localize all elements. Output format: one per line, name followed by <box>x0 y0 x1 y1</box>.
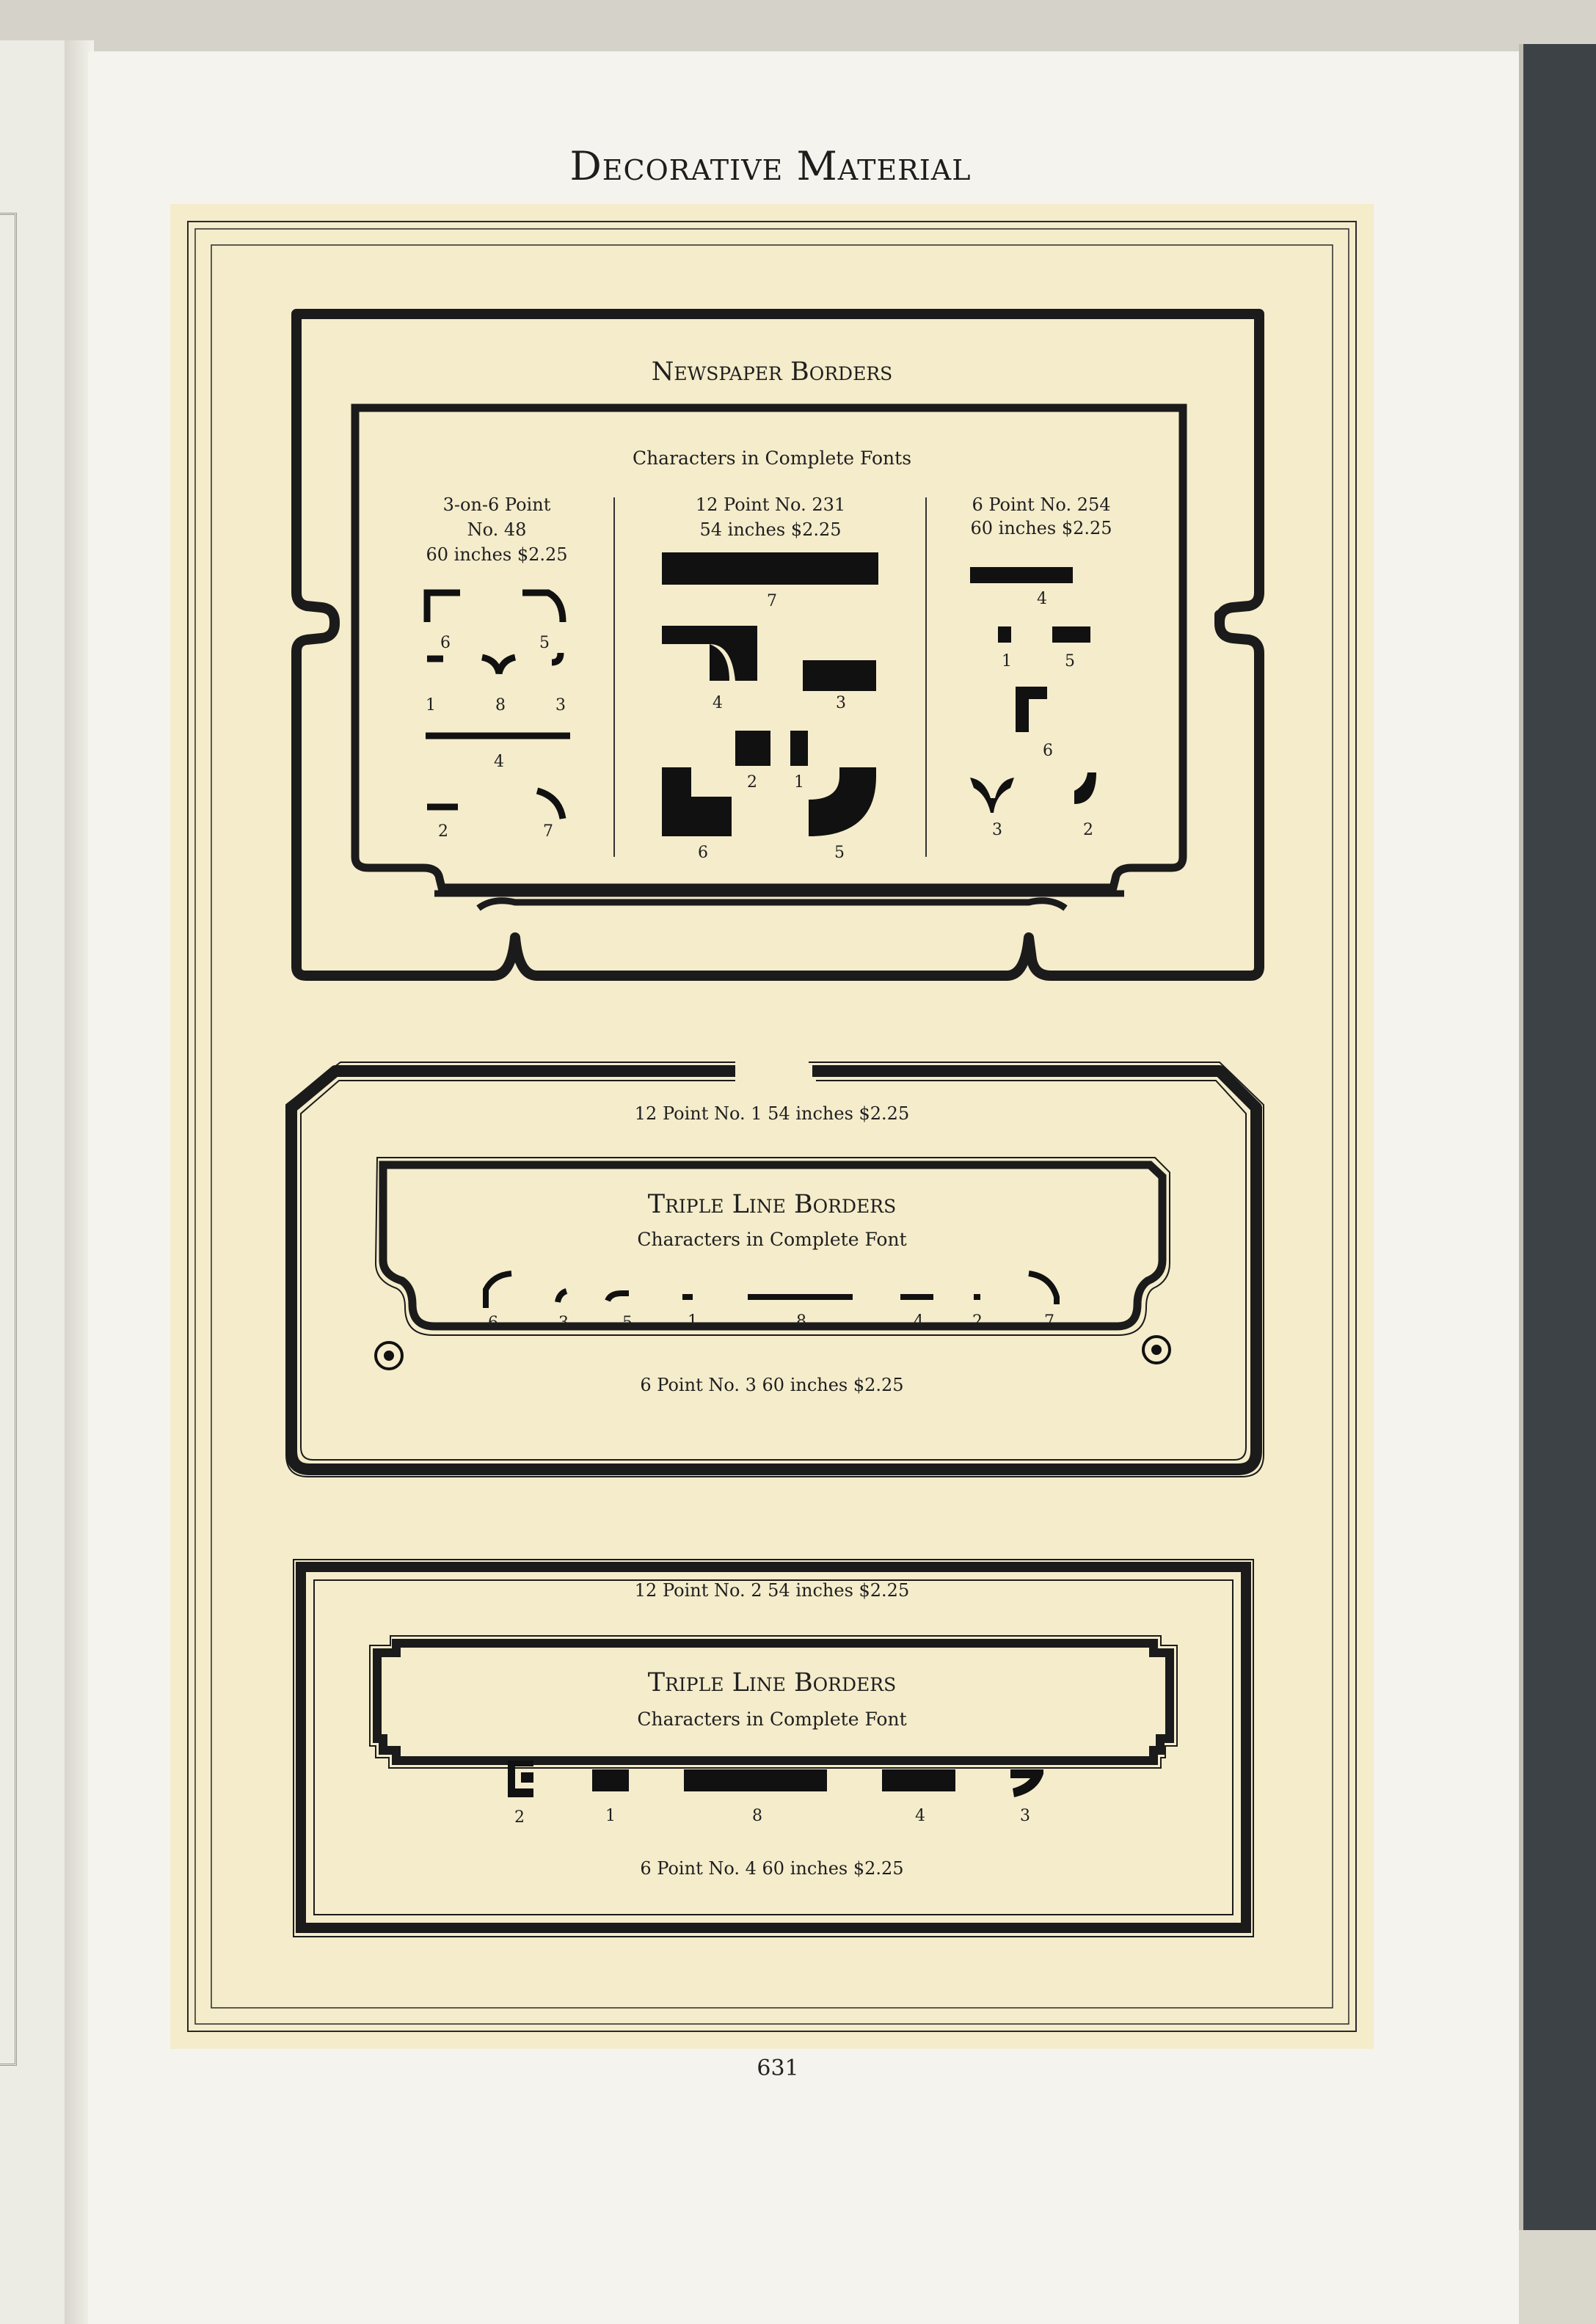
triple1-inner-caption: 6 Point No. 3 60 inches $2.25 <box>640 1375 904 1395</box>
ornament-dot <box>384 1351 394 1361</box>
ornament-5 <box>1052 626 1090 643</box>
ornament-5 <box>608 1293 629 1301</box>
col3-title: 6 Point No. 254 <box>972 494 1111 515</box>
ornament-7 <box>662 552 878 585</box>
label: 6 <box>488 1314 498 1332</box>
label: 4 <box>914 1312 924 1331</box>
col1-price: 60 inches $2.25 <box>426 544 568 565</box>
label: 2 <box>747 773 757 792</box>
label: 4 <box>1037 590 1047 608</box>
label: 2 <box>514 1808 525 1827</box>
label: 8 <box>796 1312 806 1331</box>
label: 3 <box>558 1314 569 1332</box>
running-head: Decorative Material <box>569 143 972 189</box>
column-no48 <box>426 494 570 841</box>
label: 2 <box>972 1312 983 1331</box>
col3-price: 60 inches $2.25 <box>970 518 1112 538</box>
triple1-outer-caption: 12 Point No. 1 54 inches $2.25 <box>634 1103 910 1124</box>
specimen-plate <box>170 204 1374 2049</box>
ornament-1 <box>592 1769 629 1791</box>
ornament-5 <box>522 593 563 622</box>
ornament-3 <box>803 660 876 691</box>
label: 3 <box>555 696 566 715</box>
triple2-subtitle: Characters in Complete Font <box>637 1709 907 1730</box>
triple2-inner-caption: 6 Point No. 4 60 inches $2.25 <box>640 1858 904 1879</box>
label: 6 <box>1043 742 1053 760</box>
label: 2 <box>438 822 448 841</box>
ornament-dot <box>1151 1345 1162 1355</box>
triple-line-border-no1 <box>286 1062 1264 1477</box>
triple1-title: Triple Line Borders <box>647 1190 897 1219</box>
col1-number: No. 48 <box>467 519 527 540</box>
label: 1 <box>794 773 804 792</box>
ornament-3 <box>552 653 561 662</box>
col2-title: 12 Point No. 231 <box>695 494 846 515</box>
column-no254 <box>970 494 1112 839</box>
ornament-4 <box>882 1769 955 1791</box>
ornament-2 <box>1074 772 1096 804</box>
label: 7 <box>767 592 777 610</box>
label: 7 <box>543 822 553 841</box>
label: 6 <box>440 634 451 652</box>
triple2-title: Triple Line Borders <box>647 1668 897 1698</box>
ornament-3 <box>558 1291 566 1302</box>
ornament-8 <box>482 657 515 673</box>
page-number: 631 <box>757 2056 799 2081</box>
ornament-2 <box>508 1761 533 1797</box>
ornament-6 <box>1016 687 1047 732</box>
ornament-4 <box>662 626 757 681</box>
label: 8 <box>495 696 506 715</box>
label: 7 <box>1044 1312 1054 1331</box>
label: 3 <box>992 821 1002 839</box>
label: 6 <box>698 844 708 862</box>
newspaper-title: Newspaper Borders <box>651 357 893 387</box>
label: 3 <box>836 694 846 712</box>
triple-line-border-no2 <box>294 1560 1253 1937</box>
book-cover-edge <box>1519 44 1596 2230</box>
ornament-3 <box>970 778 1014 813</box>
label: 1 <box>1002 652 1012 670</box>
ornament-7 <box>1029 1274 1057 1304</box>
left-page-border <box>0 213 17 2066</box>
label: 8 <box>752 1807 762 1825</box>
label: 4 <box>713 694 723 712</box>
label: 2 <box>1083 821 1093 839</box>
newspaper-subtitle: Characters in Complete Fonts <box>632 447 912 469</box>
label: 4 <box>494 753 504 771</box>
ornament-6 <box>427 593 460 622</box>
column-no231 <box>662 494 878 862</box>
label: 5 <box>1065 652 1075 670</box>
label: 5 <box>539 634 550 652</box>
label: 5 <box>834 844 845 862</box>
col1-title: 3-on-6 Point <box>442 494 551 515</box>
triple1-dots <box>376 1337 1170 1369</box>
ornament-4 <box>970 567 1073 583</box>
ornament-1 <box>998 626 1011 643</box>
ornament-8 <box>684 1769 827 1791</box>
label: 1 <box>605 1807 616 1825</box>
label: 5 <box>622 1314 633 1332</box>
label: 4 <box>915 1807 925 1825</box>
ornament-1 <box>790 731 808 766</box>
scan-background <box>0 0 1596 51</box>
label: 3 <box>1020 1807 1030 1825</box>
label: 1 <box>688 1312 698 1331</box>
triple2-outer-caption: 12 Point No. 2 54 inches $2.25 <box>634 1580 910 1601</box>
ornament-7 <box>537 791 563 819</box>
ornament-6 <box>486 1274 511 1308</box>
ornament-5 <box>809 767 876 836</box>
triple1-subtitle: Characters in Complete Font <box>637 1229 907 1250</box>
ornament-6 <box>662 767 732 836</box>
col2-price: 54 inches $2.25 <box>699 519 842 540</box>
ornament-3 <box>1010 1769 1043 1797</box>
label: 1 <box>426 696 436 715</box>
ornament-2 <box>735 731 770 766</box>
